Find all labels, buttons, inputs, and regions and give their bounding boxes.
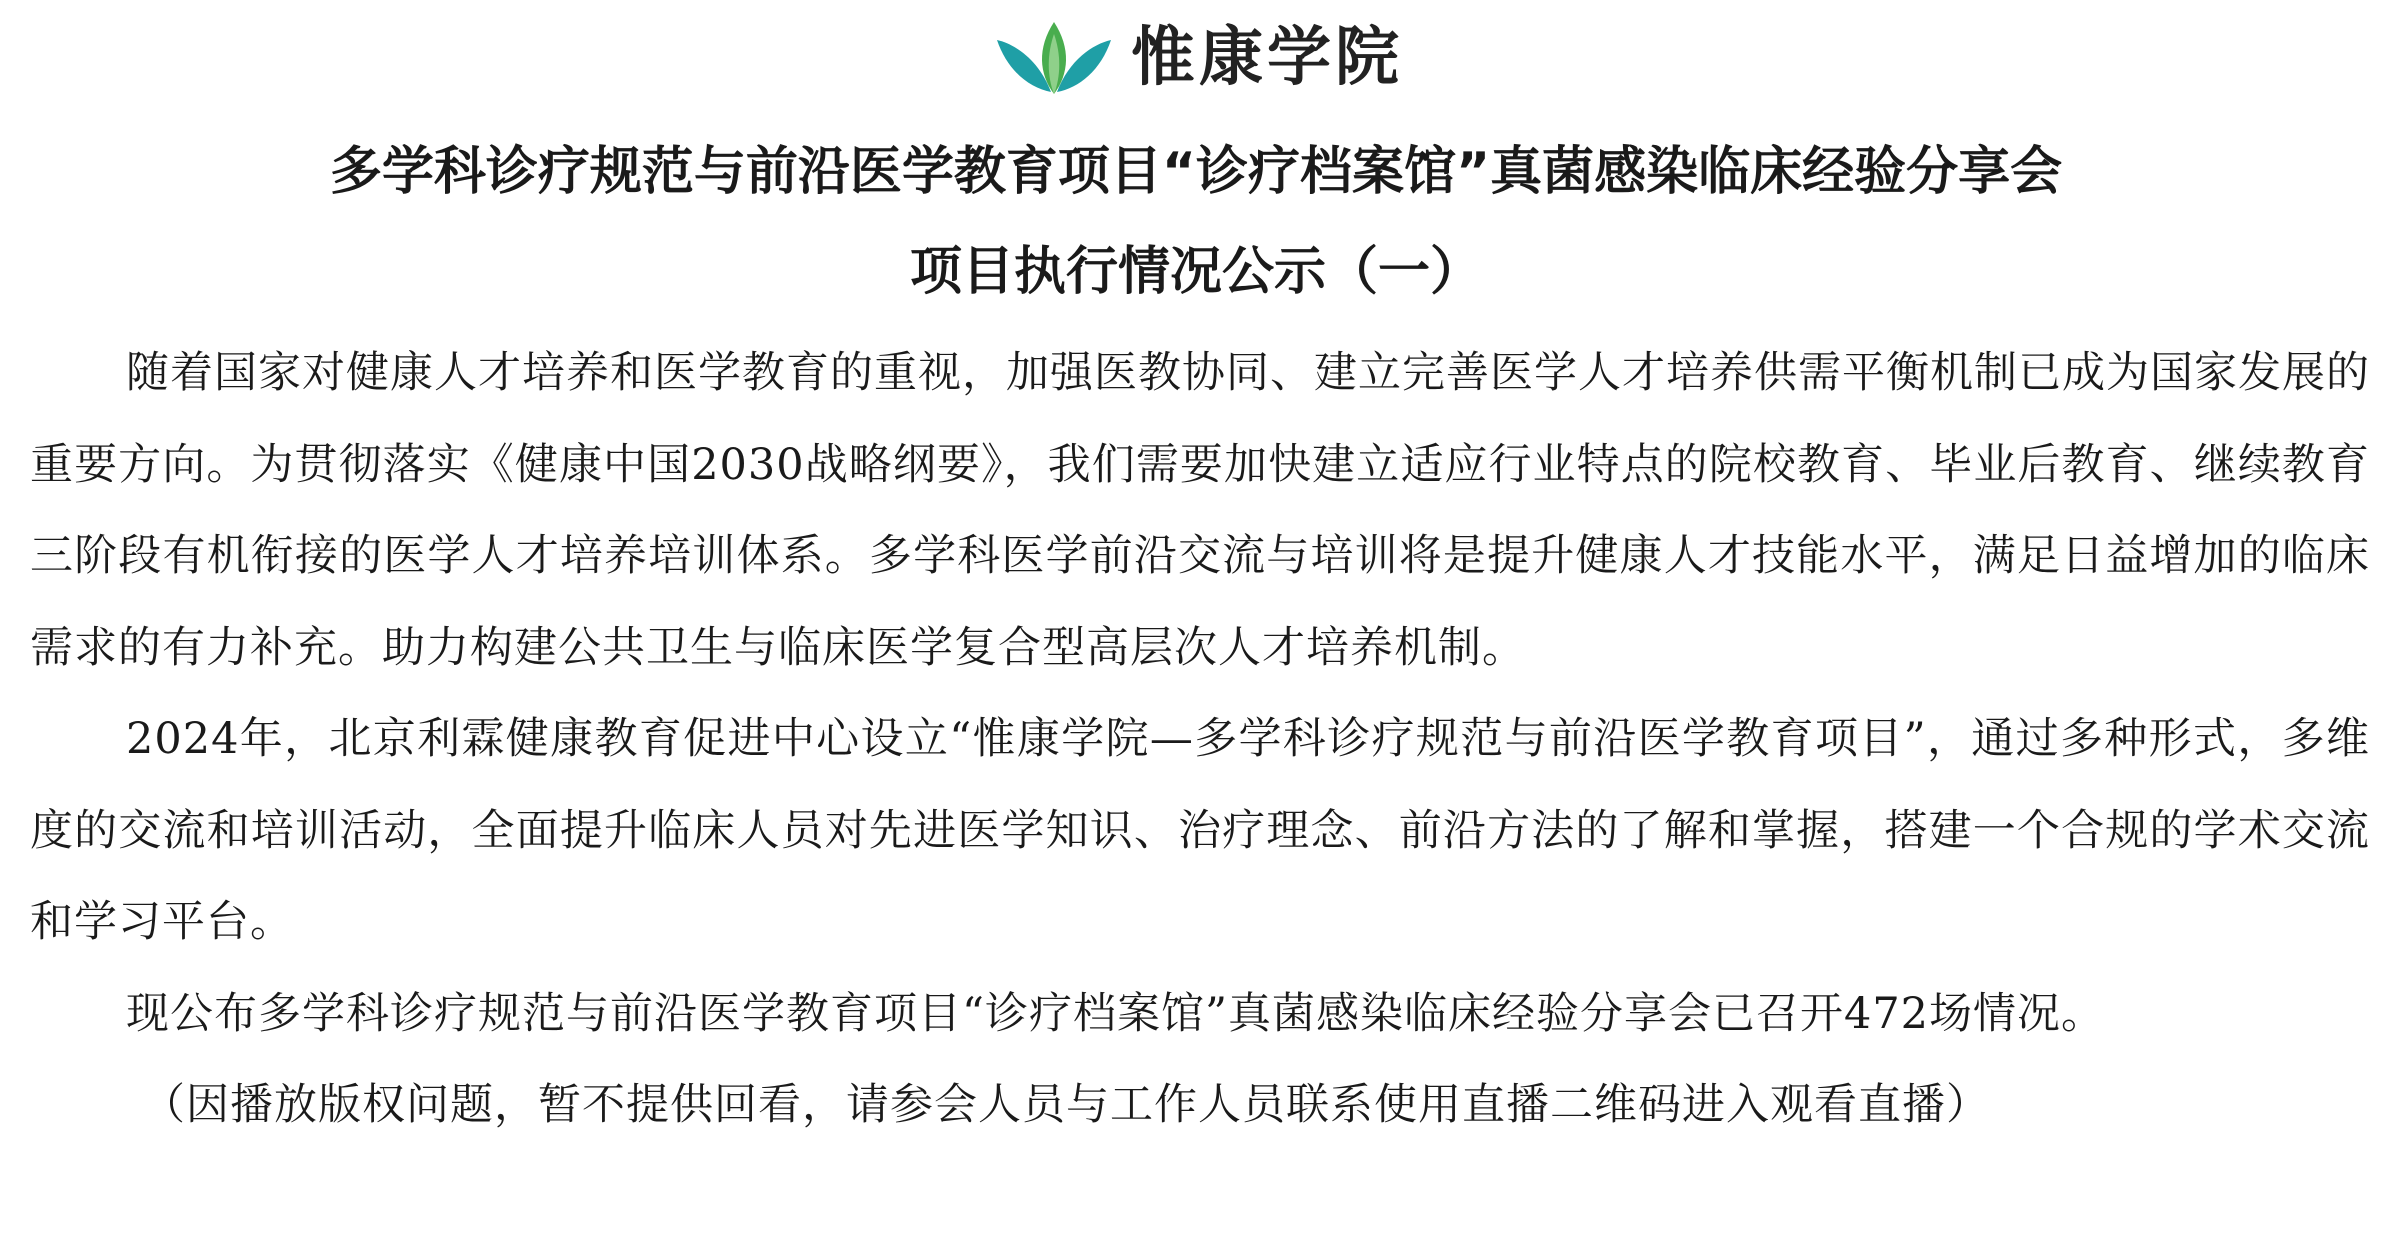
paragraph-announcement: 现公布多学科诊疗规范与前沿医学教育项目“诊疗档案馆”真菌感染临床经验分享会已召开472场情况。 (126, 988, 2106, 1039)
announcement-body (30, 328, 2370, 1152)
page-title: 多学科诊疗规范与前沿医学教育项目“诊疗档案馆”真菌感染临床经验分享会 (329, 142, 2063, 202)
logo-text: 惟康学院 (1131, 21, 1403, 95)
leaf-logo-icon (989, 18, 1119, 98)
paragraph-background: 随着国家对健康人才培养和医学教育的重视，加强医教协同、建立完善医学人才培养供需平衡机制已成为国家发展的重要方向。为贯彻落实《健康中国2030战略纲要》，我们需要加快建立适应行业特点的院校教育、毕业后教育、继续教育三阶段有机衔接的医学人才培养培训体系。多学科医学前沿交流与培训将是提升健康人才技能水平，满足日益增加的临床需求的有力补充。助力构建公共卫生与临床医学复合型高层次人才培养机制。 (30, 348, 2370, 673)
header (0, 18, 2392, 98)
paragraph-project: 2024年，北京利霖健康教育促进中心设立“惟康学院—多学科诊疗规范与前沿医学教育项目”，通过多种形式，多维度的交流和培训活动，全面提升临床人员对先进医学知识、治疗理念、前沿方法的了解和掌握，搭建一个合规的学术交流和学习平台。 (30, 714, 2370, 947)
page-subtitle: 项目执行情况公示（一） (909, 242, 1482, 302)
playback-note: （因播放版权问题，暂不提供回看，请参会人员与工作人员联系使用直播二维码进入观看直播） (142, 1080, 1990, 1130)
